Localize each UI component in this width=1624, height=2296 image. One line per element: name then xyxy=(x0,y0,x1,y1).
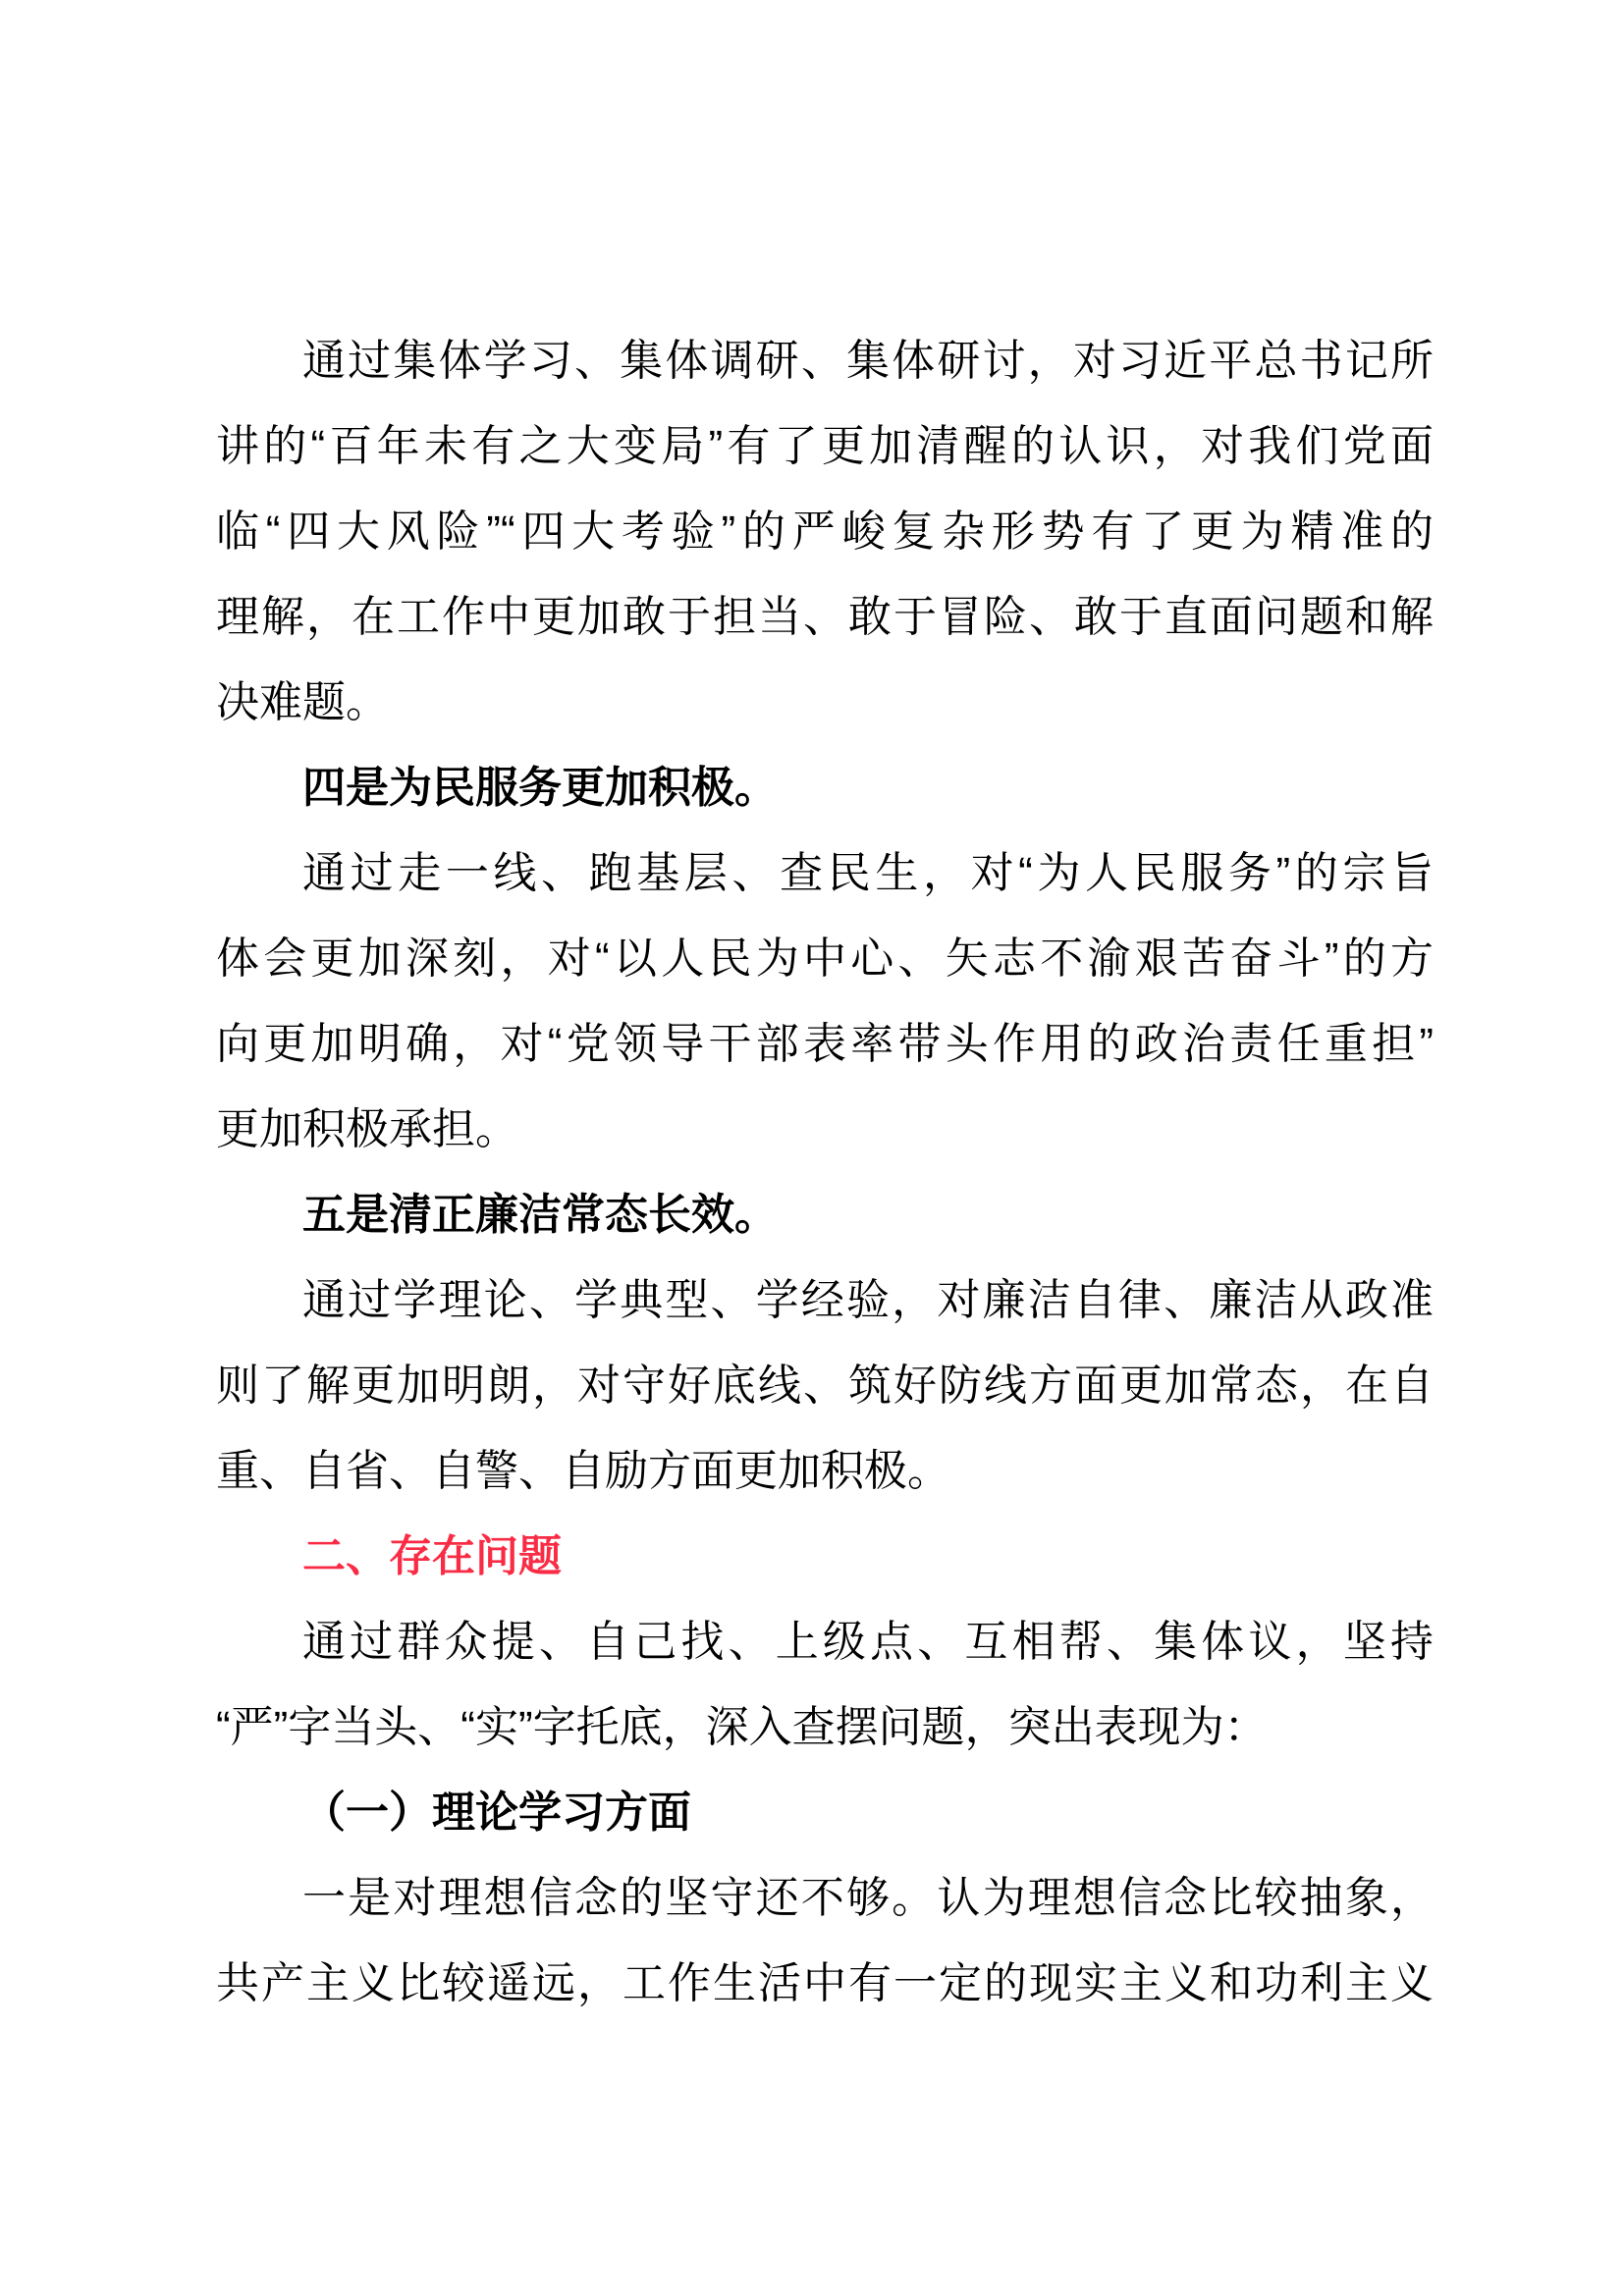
paragraph-line: “严”字当头、“实”字托底，深入查摆问题，突出表现为： xyxy=(216,1703,1268,1751)
document-text-block xyxy=(216,318,1434,2026)
paragraph-line: 通过群众提、自己找、上级点、互相帮、集体议，坚持 xyxy=(302,1618,1434,1666)
sub-heading: 四是为民服务更加积极。 xyxy=(302,764,778,812)
paragraph-line: 更加积极承担。 xyxy=(216,1105,518,1153)
paragraph-line: 体会更加深刻，对“以人民为中心、矢志不渝艰苦奋斗”的方 xyxy=(216,934,1434,983)
paragraph-line: 通过走一线、跑基层、查民生，对“为人民服务”的宗旨 xyxy=(302,849,1434,897)
paragraph-line: 讲的“百年未有之大变局”有了更加清醒的认识，对我们党面 xyxy=(216,422,1434,470)
paragraph-line: 共产主义比较遥远，工作生活中有一定的现实主义和功利主义 xyxy=(216,1959,1434,2007)
paragraph-line: 通过学理论、学典型、学经验，对廉洁自律、廉洁从政准 xyxy=(302,1276,1434,1324)
paragraph-line: 通过集体学习、集体调研、集体研讨，对习近平总书记所 xyxy=(302,337,1434,385)
paragraph-line: 向更加明确，对“党领导干部表率带头作用的政治责任重担” xyxy=(216,1020,1434,1068)
paragraph-line: 理解，在工作中更加敢于担当、敢于冒险、敢于直面问题和解 xyxy=(216,593,1434,641)
paragraph-line: 临“四大风险”“四大考验”的严峻复杂形势有了更为精准的 xyxy=(216,507,1434,556)
sub-heading: 五是清正廉洁常态长效。 xyxy=(302,1191,778,1239)
paragraph-line: 一是对理想信念的坚守还不够。认为理想信念比较抽象， xyxy=(302,1874,1434,1922)
paragraph-line: 则了解更加明朗，对守好底线、筑好防线方面更加常态，在自 xyxy=(216,1362,1434,1410)
sub-heading: （一）理论学习方面 xyxy=(302,1789,691,1837)
section-heading-red: 二、存在问题 xyxy=(302,1532,562,1580)
paragraph-line: 决难题。 xyxy=(216,678,389,726)
paragraph-line: 重、自省、自警、自励方面更加积极。 xyxy=(216,1447,950,1495)
